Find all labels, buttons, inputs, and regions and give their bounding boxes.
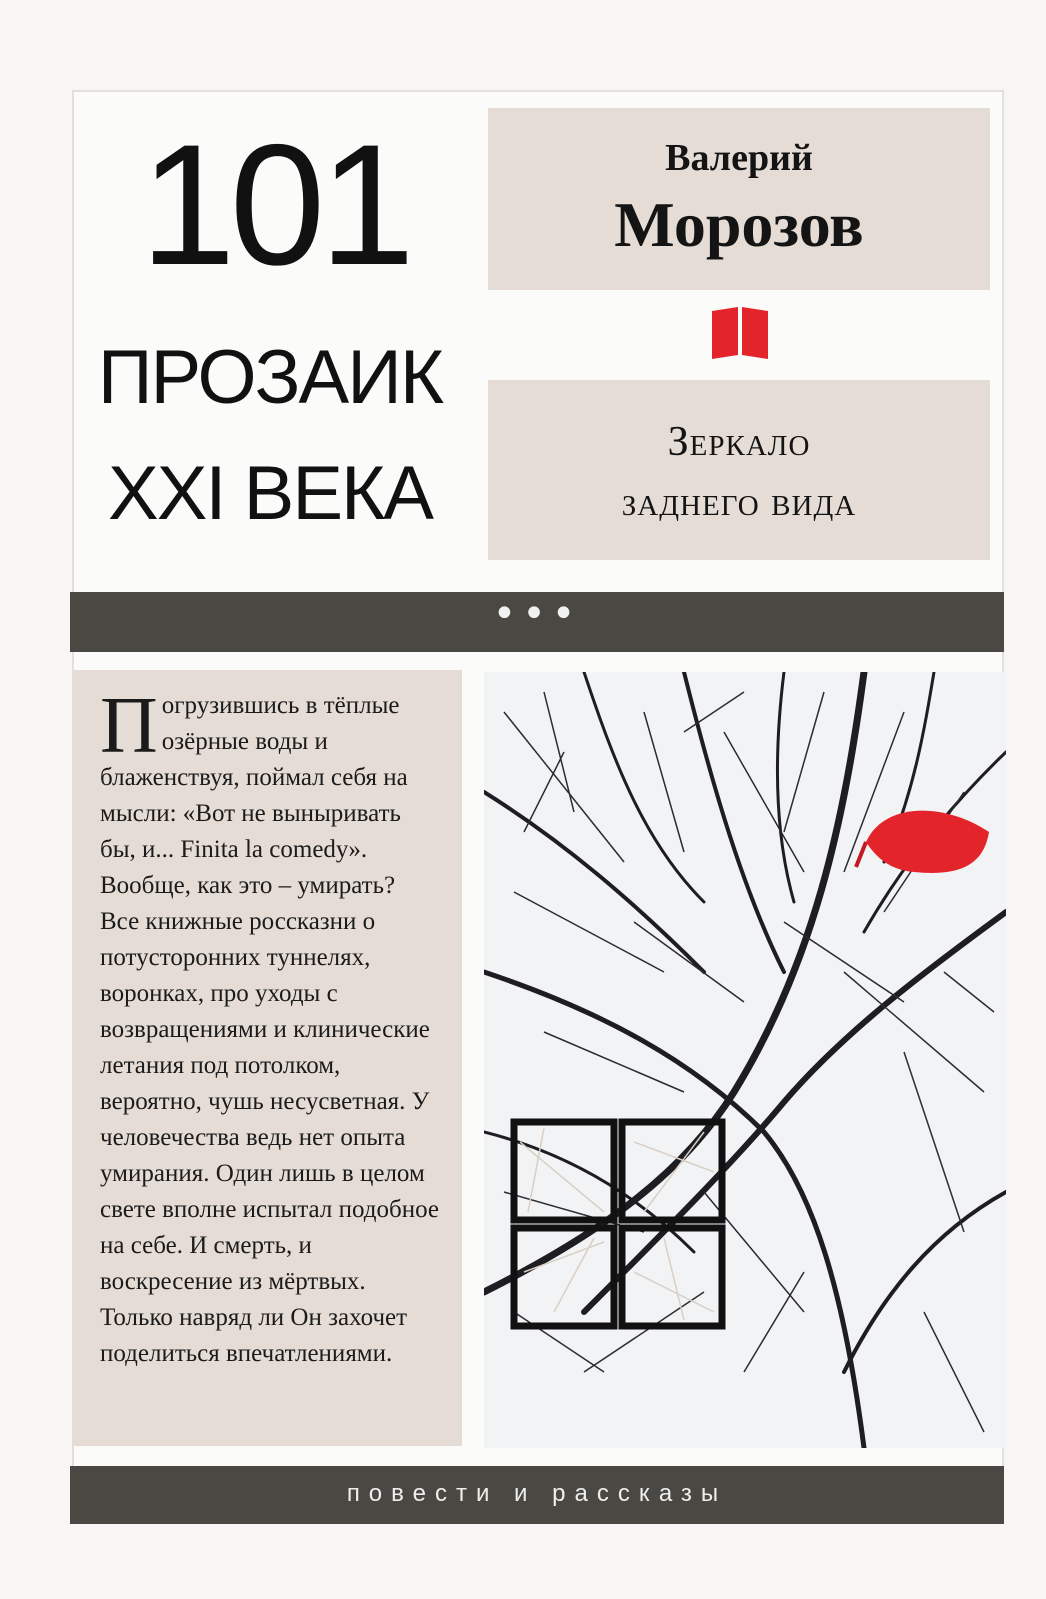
series-line-1: ПРОЗАИК xyxy=(97,335,443,420)
series-number: 101 xyxy=(140,109,409,301)
red-book-icon xyxy=(708,305,772,359)
genre-label: повести и рассказы xyxy=(346,1480,728,1507)
tree-branches-illustration xyxy=(484,672,1006,1448)
title-box xyxy=(488,380,990,560)
author-box xyxy=(488,108,990,290)
blurb-body: огрузившись в тёплые озёрные воды и блаженствуя, поймал себя на мысли: «Вот не выныривать бы, и... Finita la comedy». Вообще, как это – умирать? Все книжные россказни о потусторонних туннелях, воронках, про уходы с возвращениями и клинические летания под потолком, вероятно, чушь несусветная. У человечества ведь нет опыта умирания. Один лишь в целом свете вполне испытал подобное на себе. И смерть, и воскресение из мёртвых. Только навряд ли Он захочет поделиться впечатлениями. xyxy=(100,692,439,1367)
divider-band xyxy=(70,592,1004,652)
divider-dots: ••• xyxy=(492,591,582,637)
author-first-name: Валерий xyxy=(665,137,813,179)
drop-cap: П xyxy=(100,682,158,770)
genre-band xyxy=(70,1466,1004,1524)
blurb-text xyxy=(100,682,440,1372)
blurb-box xyxy=(72,670,462,1446)
author-last-name: Морозов xyxy=(614,189,864,260)
series-line-2: XXI ВЕКА xyxy=(108,451,432,536)
book-title-line-1: Зеркало xyxy=(667,419,811,465)
book-title-line-2: заднего вида xyxy=(621,479,857,525)
cover-photo xyxy=(484,672,1006,1448)
